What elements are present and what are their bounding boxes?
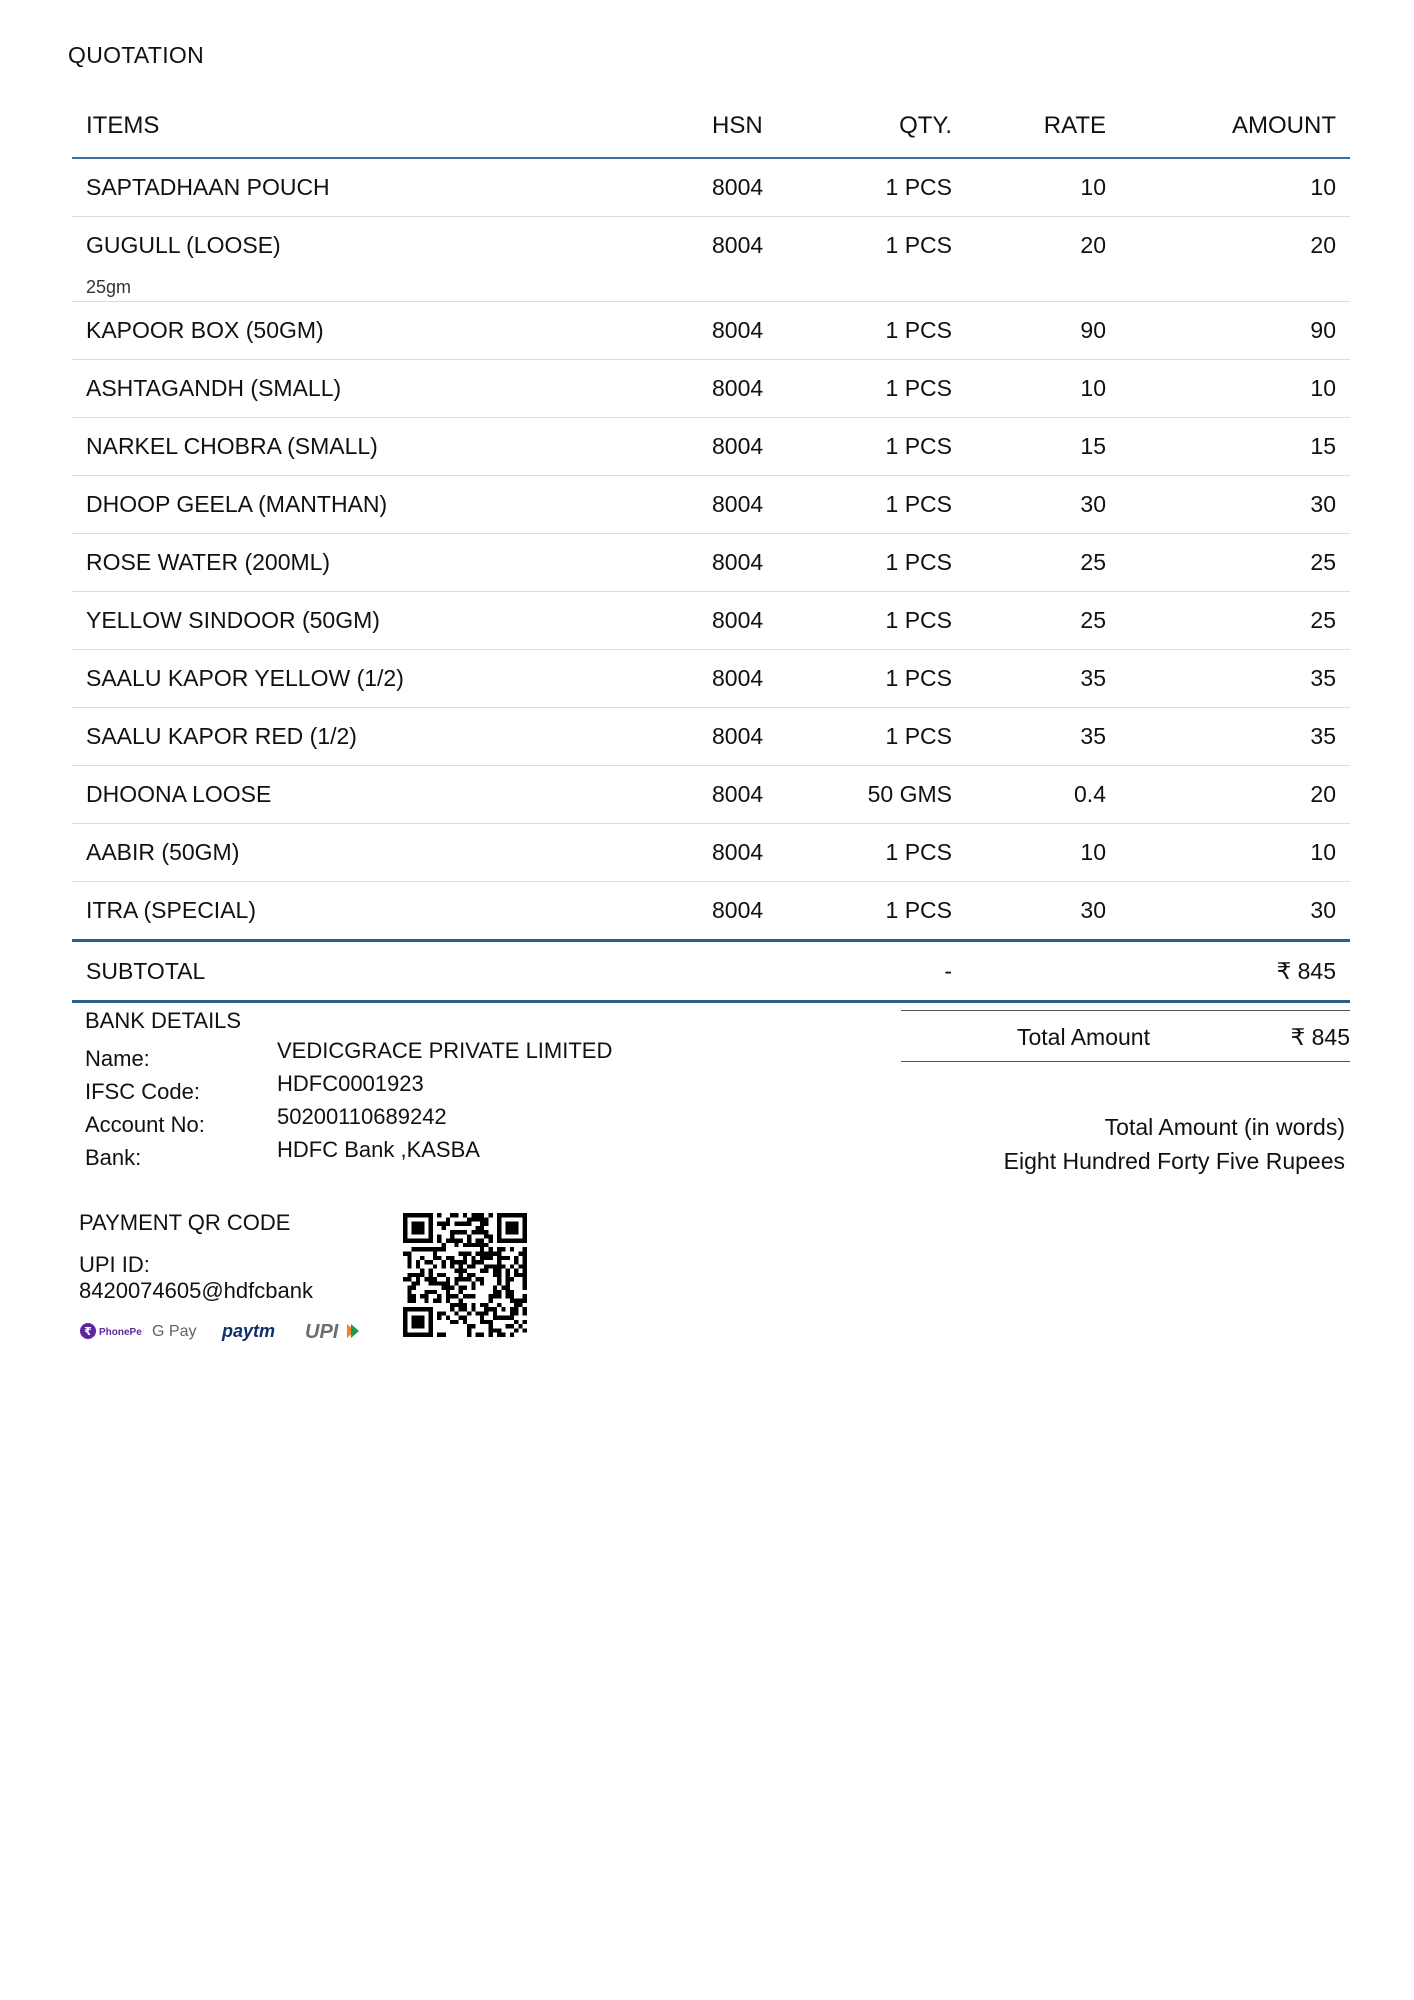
item-amount-cell: 30 — [1310, 897, 1336, 923]
item-rate-cell: 20 — [1080, 232, 1106, 258]
item-hsn-cell: 8004 — [712, 781, 764, 807]
items-table — [72, 95, 1350, 1003]
table-row — [72, 476, 1350, 534]
item-hsn-cell: 8004 — [712, 174, 764, 200]
item-qty-cell: 1 PCS — [885, 317, 952, 343]
bank-account-value: 50200110689242 — [277, 1104, 447, 1129]
item-rate-cell: 10 — [1080, 174, 1106, 200]
table-row — [72, 650, 1350, 708]
item-name-cell: DHOOP GEELA (MANTHAN) — [86, 491, 388, 517]
svg-text:PhonePe: PhonePe — [99, 1327, 142, 1338]
item-rate-cell: 15 — [1080, 433, 1106, 459]
item-amount-cell: 20 — [1310, 232, 1336, 258]
table-row — [72, 159, 1350, 217]
item-hsn-cell: 8004 — [712, 232, 764, 258]
phonepe-logo — [80, 1323, 142, 1339]
item-hsn-cell: 8004 — [712, 839, 764, 865]
item-amount-cell: 90 — [1310, 317, 1336, 343]
item-name-cell: ITRA (SPECIAL) — [86, 897, 256, 923]
document-title: QUOTATION — [68, 42, 205, 68]
item-hsn-cell: 8004 — [712, 549, 764, 575]
item-qty-cell: 1 PCS — [885, 839, 952, 865]
paytm-logo — [221, 1321, 275, 1341]
table-row — [72, 824, 1350, 882]
amount-in-words — [1004, 1110, 1345, 1178]
subtotal-label: SUBTOTAL — [86, 958, 206, 984]
item-qty-cell: 1 PCS — [885, 897, 952, 923]
item-amount-cell: 25 — [1310, 607, 1336, 633]
item-qty-cell: 1 PCS — [885, 433, 952, 459]
bank-bank-value: HDFC Bank ,KASBA — [277, 1137, 480, 1162]
payment-app-logos — [79, 1320, 379, 1342]
payment-qr-code — [403, 1213, 527, 1337]
item-qty-cell: 1 PCS — [885, 174, 952, 200]
item-qty-cell: 50 GMS — [867, 781, 952, 807]
total-amount-value: ₹ 845 — [1290, 1024, 1350, 1050]
item-name-cell: AABIR (50GM) — [86, 839, 240, 865]
payment-qr-title: PAYMENT QR CODE — [79, 1210, 291, 1235]
bank-ifsc-line — [85, 1071, 705, 1104]
total-amount-label: Total Amount — [1017, 1024, 1150, 1050]
item-hsn-cell: 8004 — [712, 607, 764, 633]
item-hsn-cell: 8004 — [712, 897, 764, 923]
bank-details — [85, 1008, 705, 1170]
table-row — [72, 418, 1350, 476]
item-rate-cell: 30 — [1080, 897, 1106, 923]
svg-text:UPI: UPI — [305, 1321, 339, 1342]
item-hsn-cell: 8004 — [712, 317, 764, 343]
item-note: 25gm — [86, 277, 132, 297]
item-hsn-cell: 8004 — [712, 375, 764, 401]
table-row — [72, 217, 1350, 302]
item-qty-cell: 1 PCS — [885, 607, 952, 633]
table-row — [72, 708, 1350, 766]
item-amount-cell: 10 — [1310, 839, 1336, 865]
item-amount-cell: 35 — [1310, 665, 1336, 691]
item-qty-cell: 1 PCS — [885, 723, 952, 749]
upi-id-value: 8420074605@hdfcbank — [79, 1278, 313, 1303]
item-qty-cell: 1 PCS — [885, 232, 952, 258]
table-row — [72, 592, 1350, 650]
item-name-cell: ASHTAGANDH (SMALL) — [86, 375, 342, 401]
table-row — [72, 534, 1350, 592]
header-hsn: HSN — [712, 112, 763, 139]
item-qty-cell: 1 PCS — [885, 491, 952, 517]
item-hsn-cell: 8004 — [712, 491, 764, 517]
upi-id-label: UPI ID: — [79, 1252, 150, 1277]
item-qty-cell: 1 PCS — [885, 665, 952, 691]
item-hsn-cell: 8004 — [712, 723, 764, 749]
bank-details-title: BANK DETAILS — [85, 1008, 242, 1033]
item-amount-cell: 35 — [1310, 723, 1336, 749]
table-row — [72, 766, 1350, 824]
item-rate-cell: 25 — [1080, 549, 1106, 575]
svg-text:G Pay: G Pay — [152, 1323, 197, 1340]
item-rate-cell: 10 — [1080, 375, 1106, 401]
bank-bank-line — [85, 1137, 705, 1170]
item-name-cell: SAPTADHAAN POUCH — [86, 174, 330, 200]
bank-bank-label: Bank: — [85, 1145, 142, 1170]
subtotal-row — [72, 939, 1350, 1003]
item-name-cell: KAPOOR BOX (50GM) — [86, 317, 324, 343]
item-name-cell: NARKEL CHOBRA (SMALL) — [86, 433, 378, 459]
item-rate-cell: 10 — [1080, 839, 1106, 865]
item-amount-cell: 20 — [1310, 781, 1336, 807]
item-hsn-cell: 8004 — [712, 433, 764, 459]
header-rate: RATE — [1043, 112, 1106, 139]
item-qty-cell: 1 PCS — [885, 549, 952, 575]
gpay-logo — [152, 1323, 196, 1340]
bank-name-label: Name: — [85, 1046, 150, 1071]
item-qty-cell: 1 PCS — [885, 375, 952, 401]
table-row — [72, 360, 1350, 418]
item-amount-cell: 15 — [1310, 433, 1336, 459]
item-name-cell: GUGULL (LOOSE) — [86, 232, 281, 258]
bank-ifsc-label: IFSC Code: — [85, 1079, 200, 1104]
table-body — [72, 159, 1350, 940]
item-amount-cell: 30 — [1310, 491, 1336, 517]
item-name-cell: SAALU KAPOR RED (1/2) — [86, 723, 357, 749]
bank-account-line — [85, 1104, 705, 1137]
item-name-cell: SAALU KAPOR YELLOW (1/2) — [86, 665, 404, 691]
table-header — [72, 95, 1350, 159]
item-rate-cell: 0.4 — [1074, 781, 1106, 807]
item-name-cell: DHOONA LOOSE — [86, 781, 272, 807]
item-name-cell: YELLOW SINDOOR (50GM) — [86, 607, 380, 633]
item-rate-cell: 30 — [1080, 491, 1106, 517]
total-amount-box — [901, 1010, 1350, 1062]
svg-text:paytm: paytm — [222, 1321, 276, 1341]
item-rate-cell: 90 — [1080, 317, 1106, 343]
item-rate-cell: 35 — [1080, 665, 1106, 691]
subtotal-amount: ₹ 845 — [1276, 958, 1336, 984]
bank-ifsc-value: HDFC0001923 — [277, 1071, 424, 1096]
table-row — [72, 302, 1350, 360]
subtotal-qty: - — [944, 958, 952, 984]
item-name-cell: ROSE WATER (200ML) — [86, 549, 331, 575]
item-amount-cell: 10 — [1310, 174, 1336, 200]
upi-logo — [305, 1321, 359, 1342]
item-amount-cell: 10 — [1310, 375, 1336, 401]
svg-text:₹: ₹ — [84, 1325, 92, 1338]
amount-in-words-value: Eight Hundred Forty Five Rupees — [1003, 1148, 1345, 1174]
header-items: ITEMS — [86, 112, 160, 139]
item-hsn-cell: 8004 — [712, 665, 764, 691]
bank-account-label: Account No: — [85, 1112, 205, 1137]
item-rate-cell: 25 — [1080, 607, 1106, 633]
bank-name-value: VEDICGRACE PRIVATE LIMITED — [277, 1038, 613, 1063]
header-amount: AMOUNT — [1232, 112, 1336, 139]
item-rate-cell: 35 — [1080, 723, 1106, 749]
header-qty: QTY. — [899, 112, 952, 139]
amount-in-words-label: Total Amount (in words) — [1104, 1114, 1345, 1140]
item-amount-cell: 25 — [1310, 549, 1336, 575]
table-row — [72, 882, 1350, 940]
bank-name-line — [85, 1038, 705, 1071]
payment-qr-section — [79, 1210, 539, 1340]
